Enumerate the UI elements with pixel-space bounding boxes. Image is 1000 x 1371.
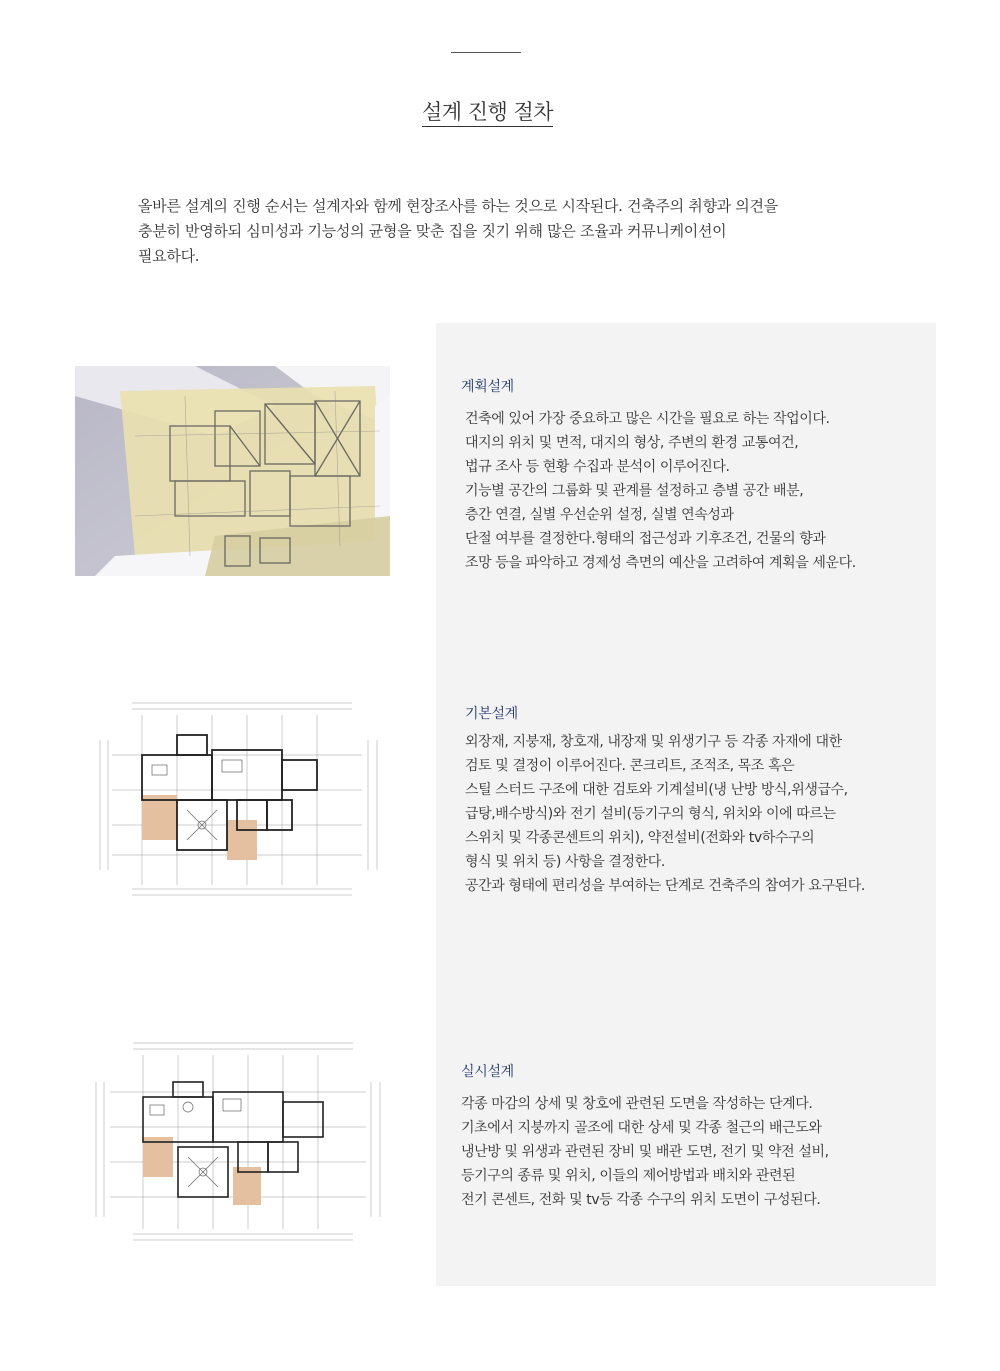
page-title: 설계 진행 절차 [0,96,975,126]
section-title-planning: 계획설계 [461,379,514,395]
section-body-planning [465,407,856,575]
text-line: 등기구의 종류 및 위치, 이들의 제어방법과 배치와 관련된 [461,1168,796,1184]
text-line: 냉난방 및 위생과 관련된 장비 및 배관 도면, 전기 및 약전 설비, [461,1144,829,1160]
sketch-photo [75,366,390,576]
text-line: 검토 및 결정이 이루어진다. 콘크리트, 조적조, 목조 혹은 [465,758,795,774]
text-line: 외장재, 지붕재, 창호재, 내장재 및 위생기구 등 각종 자재에 대한 [465,734,842,750]
section-title-basic: 기본설계 [465,706,518,722]
text-line: 기초에서 지붕까지 골조에 대한 상세 및 각종 철근의 배근도와 [461,1120,822,1136]
text-line: 급탕,배수방식)와 전기 설비(등기구의 형식, 위치와 이에 따르는 [465,806,836,822]
intro-line: 올바른 설계의 진행 순서는 설계자와 함께 현장조사를 하는 것으로 시작된다. 건축주의 취향과 의견을 [138,197,778,215]
text-line: 건축에 있어 가장 중요하고 많은 시간을 필요로 하는 작업이다. [465,411,830,427]
text-line: 전기 콘센트, 전화 및 tv등 각종 수구의 위치 도면이 구성된다. [461,1192,821,1208]
text-line: 대지의 위치 및 면적, 대지의 형상, 주변의 환경 교통여건, [465,435,799,451]
text-line: 층간 연결, 실별 우선순위 설정, 실별 연속성과 [465,507,734,523]
section-title-working: 실시설계 [461,1064,514,1080]
text-line: 법규 조사 등 현황 수집과 분석이 이루어진다. [465,459,730,475]
intro-paragraph [138,194,898,269]
intro-line: 필요하다. [138,247,200,265]
text-line: 기능별 공간의 그룹화 및 관계를 설정하고 층별 공간 배분, [465,483,804,499]
text-line: 형식 및 위치 등) 사항을 결정한다. [465,854,665,870]
text-line: 조망 등을 파악하고 경제성 측면의 예산을 고려하여 계획을 세운다. [465,555,856,571]
text-line: 단절 여부를 결정한다.형태의 접근성과 기후조건, 건물의 향과 [465,531,826,547]
working-floor-plan [88,1037,388,1252]
text-line: 스위치 및 각종콘센트의 위치), 약전설비(전화와 tv하수구의 [465,830,815,846]
intro-line: 충분히 반영하되 심미성과 기능성의 균형을 맞춘 집을 짓기 위해 많은 조율과 커뮤니케이션이 [138,222,727,240]
text-line: 스틸 스터드 구조에 대한 검토와 기계설비(냉 난방 방식,위생급수, [465,782,848,798]
top-divider [451,52,521,53]
text-line: 각종 마감의 상세 및 창호에 관련된 도면을 작성하는 단계다. [461,1096,813,1112]
section-body-working [461,1092,829,1212]
basic-floor-plan [92,695,384,910]
section-body-basic [465,730,865,898]
text-line: 공간과 형태에 편리성을 부여하는 단계로 건축주의 참여가 요구된다. [465,878,865,894]
